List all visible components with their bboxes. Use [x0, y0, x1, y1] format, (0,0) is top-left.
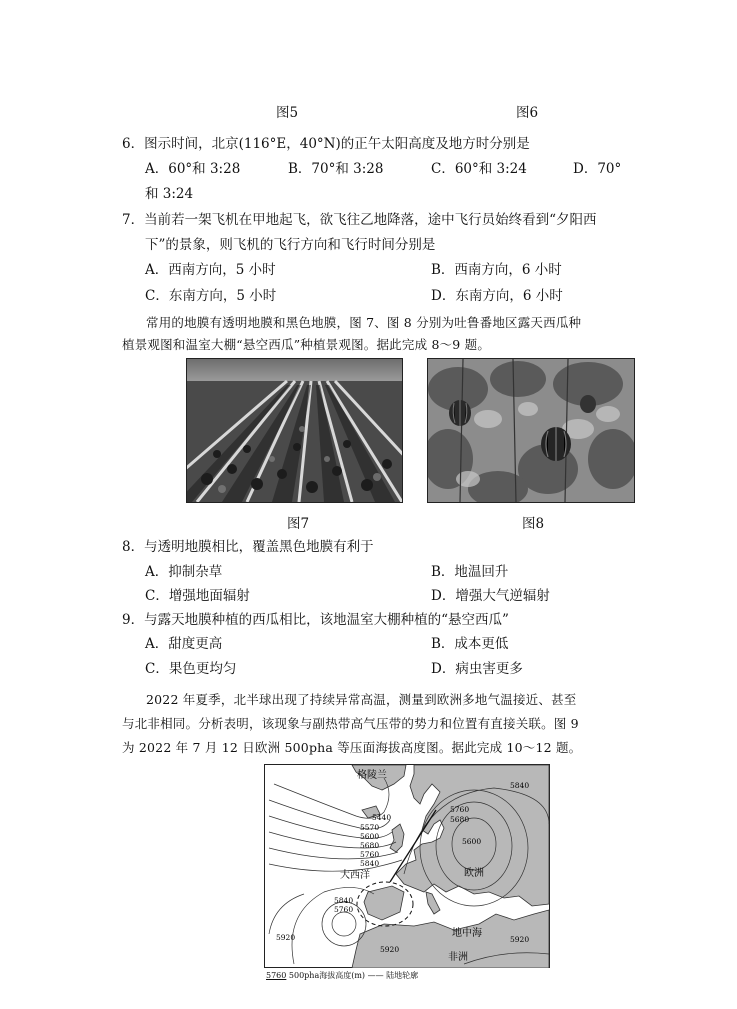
question-6-option-c: C．60°和 3:24: [431, 161, 527, 177]
question-6-option-a: A．60°和 3:28: [145, 161, 241, 177]
question-8-option-d: D．增强大气逆辐射: [431, 588, 550, 604]
contour-label: 5680: [450, 815, 470, 824]
question-7-option-d: D．东南方向，6 小时: [431, 288, 563, 304]
legend-value: 5760: [266, 971, 287, 980]
map-legend: [266, 970, 418, 981]
intro-10-12-line-2: 与北非相同。分析表明，该现象与副热带高气压带的势力和位置有直接关联。图 9: [122, 716, 579, 731]
intro-10-12-line-3: 为 2022 年 7 月 12 日欧洲 500pha 等压面海拔高度图。据此完成 10～12 题。: [122, 740, 582, 755]
contour-label: 5760: [360, 850, 380, 859]
contour-label: 5760: [334, 905, 354, 914]
question-9-option-d: D．病虫害更多: [431, 661, 523, 677]
legend-text: 500pha海拔高度(m) —— 陆地轮廓: [288, 971, 419, 980]
figure-5-caption: 图5: [276, 105, 299, 121]
question-6-stem: 6．图示时间，北京(116°E，40°N)的正午太阳高度及地方时分别是: [122, 136, 530, 152]
figure-9-map: [264, 764, 550, 968]
intro-8-9-line-2: 植景观图和温室大棚“悬空西瓜”种植景观图。据此完成 8～9 题。: [122, 337, 491, 352]
map-label-mediterranean: 地中海: [452, 928, 482, 939]
contour-label: 5840: [334, 896, 354, 905]
figure-7-caption: 图7: [287, 516, 310, 532]
contour-label: 5920: [276, 933, 296, 942]
question-6-option-d: D．70°: [573, 161, 622, 177]
question-7-option-c: C．东南方向，5 小时: [145, 288, 277, 304]
contour-label: 5440: [372, 813, 392, 822]
contour-label: 5680: [360, 841, 380, 850]
map-label-greenland: 格陵兰: [357, 770, 387, 781]
contour-label: 5570: [360, 823, 380, 832]
figure-8-photo: [427, 358, 635, 503]
question-9-option-b: B．成本更低: [431, 636, 509, 652]
question-8-option-b: B．地温回升: [431, 564, 509, 580]
contour-label: 5600: [462, 837, 482, 846]
question-6-option-b: B．70°和 3:28: [288, 161, 384, 177]
question-7-option-a: A．西南方向，5 小时: [145, 262, 276, 278]
map-label-atlantic: 大西洋: [340, 870, 370, 881]
question-8-stem: 8．与透明地膜相比，覆盖黑色地膜有利于: [122, 539, 374, 555]
question-7-stem-line-1: 7．当前若一架飞机在甲地起飞，欲飞往乙地降落，途中飞行员始终看到“夕阳西: [122, 212, 597, 228]
contour-label: 5600: [360, 832, 380, 841]
figure-6-caption: 图6: [516, 105, 539, 121]
contour-label: 5840: [360, 859, 380, 868]
question-9-option-c: C．果色更均匀: [145, 661, 237, 677]
question-9-option-a: A．甜度更高: [145, 636, 223, 652]
map-label-africa: 非洲: [448, 952, 468, 963]
contour-label: 5920: [510, 935, 530, 944]
intro-10-12-line-1: 2022 年夏季，北半球出现了持续异常高温，测量到欧洲多地气温接近、甚至: [146, 692, 577, 707]
intro-8-9-line-1: 常用的地膜有透明地膜和黑色地膜，图 7、图 8 分别为吐鲁番地区露天西瓜种: [146, 315, 582, 330]
question-9-stem: 9．与露天地膜种植的西瓜相比，该地温室大棚种植的“悬空西瓜”: [122, 612, 509, 628]
question-8-option-a: A．抑制杂草: [145, 564, 223, 580]
question-7-stem-line-2: 下”的景象，则飞机的飞行方向和飞行时间分别是: [145, 237, 436, 253]
question-8-option-c: C．增强地面辐射: [145, 588, 250, 604]
question-7-option-b: B．西南方向，6 小时: [431, 262, 562, 278]
question-6-option-d-continued: 和 3:24: [145, 186, 194, 202]
map-label-europe: 欧洲: [464, 868, 484, 879]
figure-8-caption: 图8: [522, 516, 545, 532]
contour-label: 5840: [510, 781, 530, 790]
contour-label: 5920: [380, 945, 400, 954]
contour-label: 5760: [450, 805, 470, 814]
figure-7-photo: [186, 358, 403, 503]
